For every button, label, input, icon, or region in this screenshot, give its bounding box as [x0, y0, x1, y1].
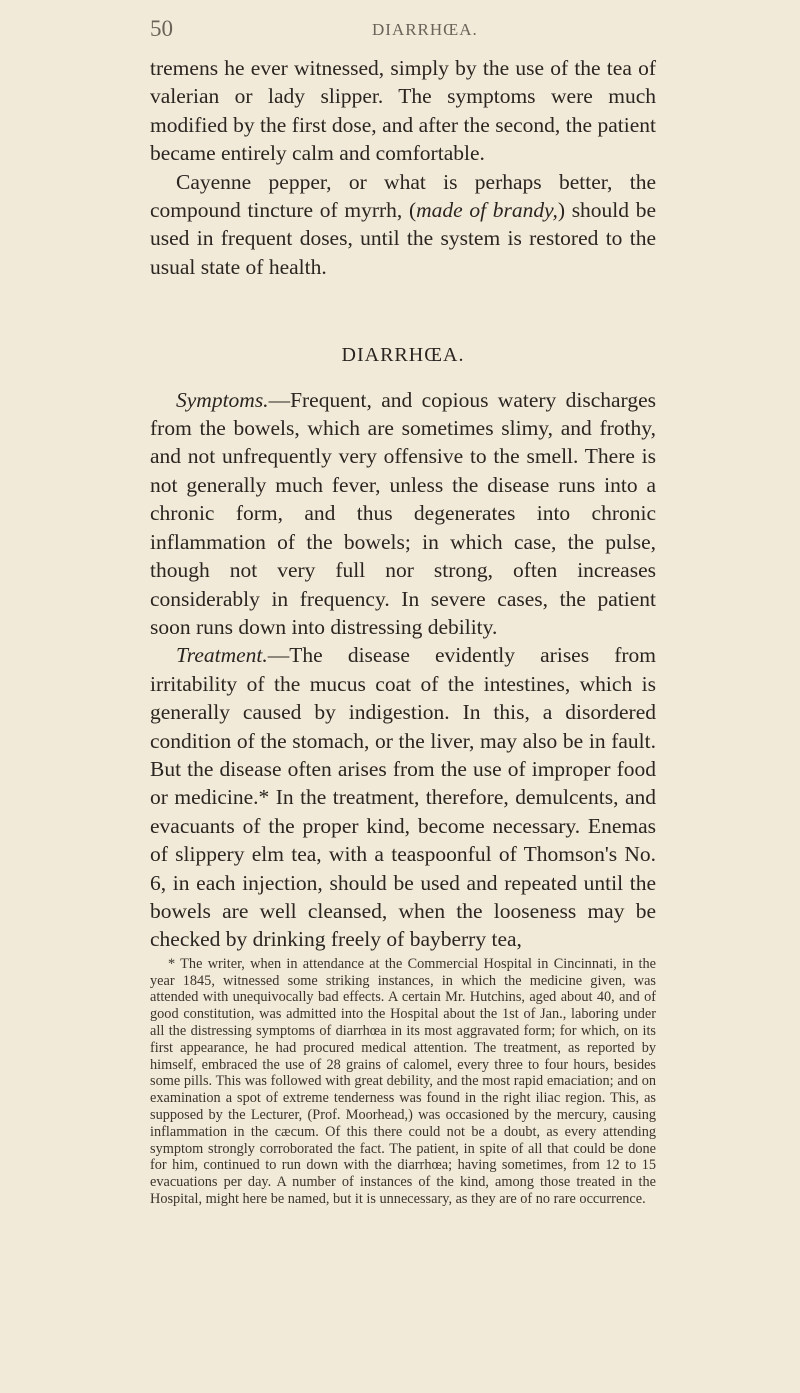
paragraph-symptoms — [150, 386, 656, 642]
page-header — [0, 16, 800, 46]
paragraph-treatment — [150, 641, 656, 953]
paragraph-cayenne — [150, 168, 656, 282]
section-title: DIARRHŒA. — [341, 344, 465, 367]
cayenne-text-a: Cayenne pepper, or what is perhaps better, the compound tincture of myrrh, ( — [150, 169, 656, 223]
footnote-text: * The writer, when in attendance at the Commercial Hospital in Cincinnati, in the year 1845, witnessed some striking instances, in which the medicine given, was attended with unequivocally bad effects. A certain Mr. Hutchins, aged about 40, and of good constitution, was admitted into the Hospital about the 1st of Jan., laboring under all the distressing symptoms of diarrhœa in its most aggravated form; for which, on its first appearance, he had procured medical attention. The treatment, as reported by himself, embraced the use of 28 grains of calomel, every three to four hours, besides some pills. This was followed with great debility, and the most rapid emaciation; and on examination a spot of extreme tenderness was found in the right iliac region. This, as supposed by the Lecturer, (Prof. Moorhead,) was occasioned by the mercury, causing inflammation in the cæcum. Of this there could not be a doubt, as every attending symptom strongly corroborated the fact. The patient, in spite of all that could be done for him, continued to run down with the diarrhœa; having sometimes, from 12 to 15 evacuations per day. A number of instances of the kind, among those treated in the Hospital, might here be named, but it is unnecessary, as they are of no rare occurrence. — [150, 955, 656, 1207]
symptoms-label: Symptoms. — [176, 387, 269, 412]
running-head: DIARRHŒA. — [372, 20, 478, 39]
symptoms-text: —Frequent, and copious watery discharges from the bowels, which are sometimes slimy, and frothy, and not unfrequently very offensive to the smell. There is not generally much fever, unless the disease runs into a chronic form, and thus degenerates into chronic inflammation of the bowels; in which case, the pulse, though not very full nor strong, often increases considerably in frequency. In severe cases, the patient soon runs down into distressing debility. — [150, 387, 656, 639]
main-text — [150, 54, 656, 1208]
paragraph-valerian: tremens he ever witnessed, simply by the use of the tea of valerian or lady slipper. The symptoms were much modified by the first dose, and after the second, the patient became entirely calm and comfortable. — [150, 56, 656, 166]
footnote — [150, 956, 656, 1208]
cayenne-text-italic: made of brandy, — [416, 198, 558, 223]
treatment-text: —The disease evidently arises from irritability of the mucus coat of the intestines, which is generally caused by indigestion. In this, a disordered condition of the stomach, or the liver, may also be in fault. But the disease often arises from the use of improper food or medicine.* In the treatment, therefore, demulcents, and evacuants of the proper kind, become necessary. Enemas of slippery elm tea, with a teaspoonful of Thomson's No. 6, in each injection, should be used and repeated until the bowels are well cleansed, when the looseness may be checked by drinking freely of bayberry tea, — [150, 643, 656, 952]
treatment-label: Treatment. — [176, 643, 268, 668]
page-number: 50 — [150, 16, 173, 41]
cayenne-text-b: ) should be used in frequent doses, until the system is restored to the usual state of health. — [150, 198, 656, 279]
